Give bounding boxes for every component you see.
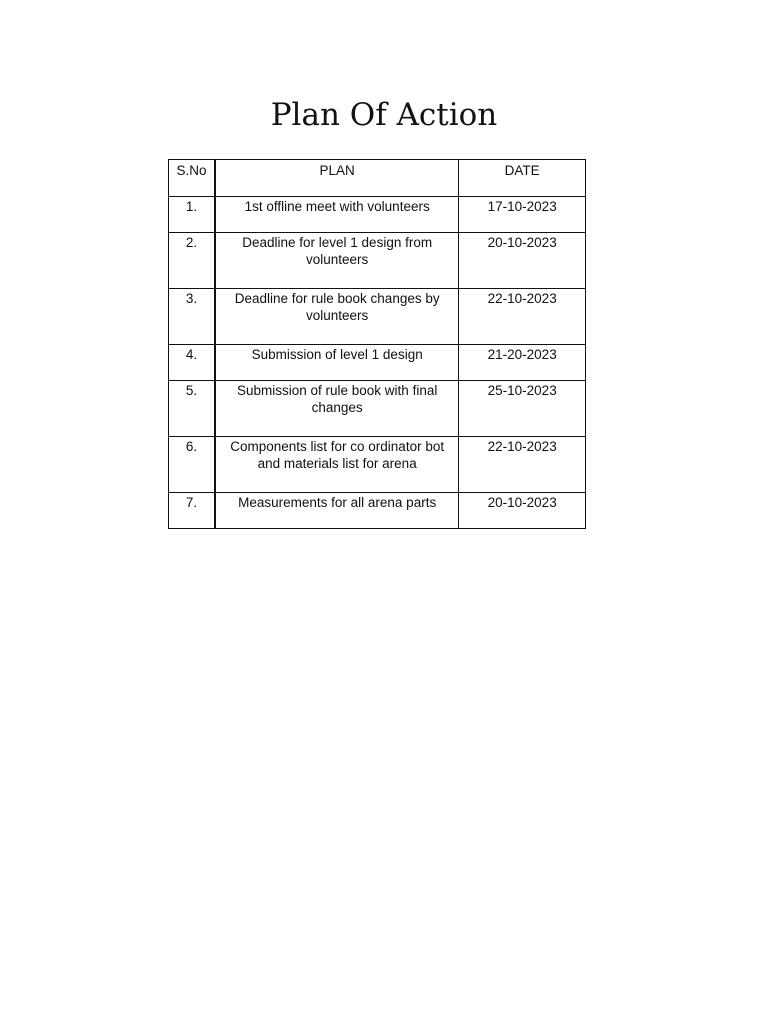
cell-sno: 3. (169, 289, 215, 345)
table-row (169, 345, 586, 381)
cell-plan: Measurements for all arena parts (215, 493, 459, 529)
cell-plan: Submission of level 1 design (215, 345, 459, 381)
cell-date: 20-10-2023 (459, 233, 586, 289)
cell-sno: 5. (169, 381, 215, 437)
cell-date: 22-10-2023 (459, 437, 586, 493)
cell-plan: Components list for co ordinator bot and materials list for arena (215, 437, 459, 493)
cell-date: 22-10-2023 (459, 289, 586, 345)
cell-date: 25-10-2023 (459, 381, 586, 437)
table-row (169, 233, 586, 289)
cell-plan: Submission of rule book with final changes (215, 381, 459, 437)
page-title: Plan Of Action (270, 97, 498, 133)
plan-table (168, 159, 586, 529)
cell-date: 17-10-2023 (459, 197, 586, 233)
table-row (169, 289, 586, 345)
cell-sno: 6. (169, 437, 215, 493)
header-sno: S.No (169, 160, 215, 197)
cell-sno: 7. (169, 493, 215, 529)
header-plan: PLAN (215, 160, 459, 197)
table-row (169, 381, 586, 437)
cell-sno: 2. (169, 233, 215, 289)
table-row (169, 437, 586, 493)
cell-date: 20-10-2023 (459, 493, 586, 529)
cell-plan: 1st offline meet with volunteers (215, 197, 459, 233)
cell-plan: Deadline for rule book changes by volunteers (215, 289, 459, 345)
cell-plan: Deadline for level 1 design from volunteers (215, 233, 459, 289)
cell-sno: 4. (169, 345, 215, 381)
cell-sno: 1. (169, 197, 215, 233)
table-row (169, 197, 586, 233)
header-date: DATE (459, 160, 586, 197)
table-row (169, 493, 586, 529)
table-header-row (169, 160, 586, 197)
cell-date: 21-20-2023 (459, 345, 586, 381)
